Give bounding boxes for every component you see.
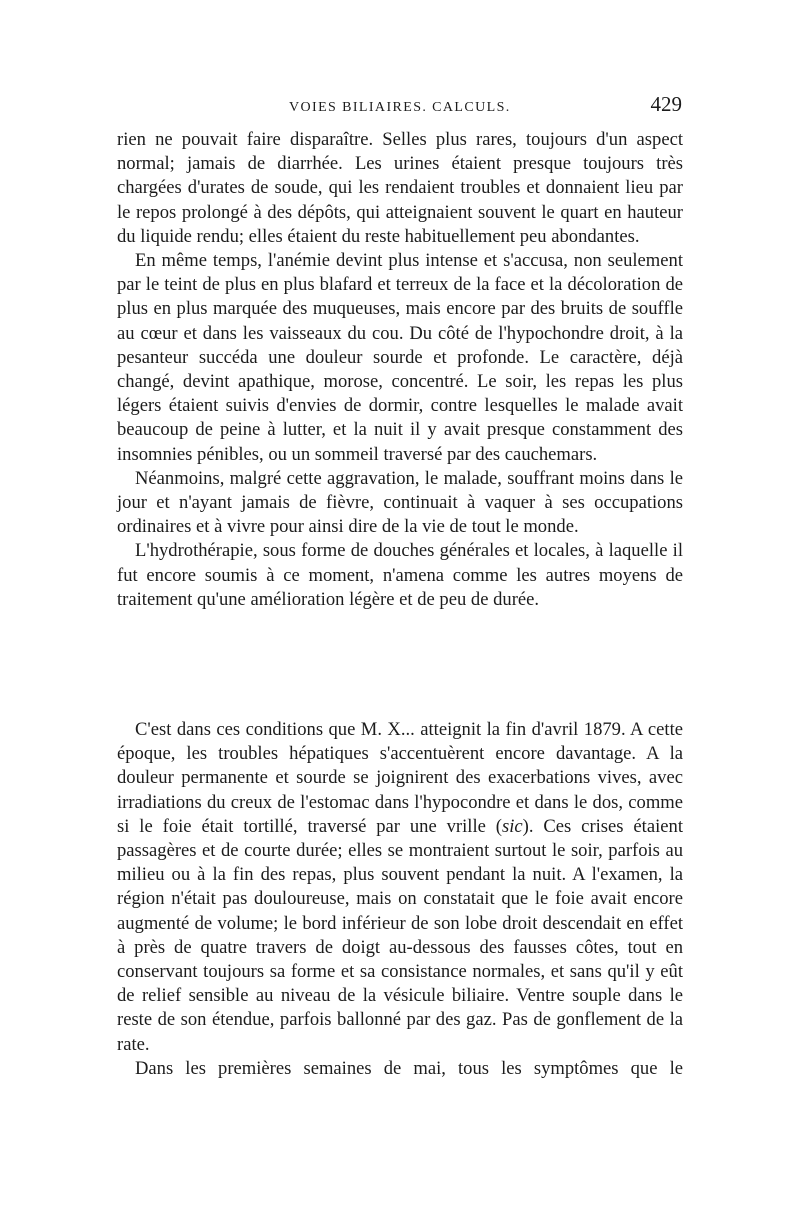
paragraph-april-1879: C'est dans ces conditions que M. X... atteignit la fin d'avril 1879. A cette époque, les troubles hépatiques s'accentuèrent encore davantage. A la douleur permanente et sourde se joignirent des exacerbations vives, avec irradiations du creux de l'estomac dans l'hypocondre et dans le dos, comme si le foie était tortillé, traversé par une vrille (sic). Ces crises étaient passagères et de courte durée; elles se montraient surtout le soir, parfois au milieu ou à la fin des repas, plus souvent pendant la nuit. A l'examen, la région n'était pas douloureuse, mais on constatait que le foie avait encore augmenté de volume; le bord inférieur de son lobe droit descendait en effet à près de quatre travers de doigt au-dessous des fausses côtes, tout en conservant toujours sa forme et sa consistance normales, et sans qu'il y eût de relief sensible au niveau de la vésicule biliaire. Ventre souple dans le reste de son étendue, parfois ballonné par des gaz. Pas de gonflement de la rate. — [117, 719, 683, 1055]
running-title: VOIES BILIAIRES. CALCULS. — [289, 100, 511, 115]
paragraph-may: Dans les premières semaines de mai, tous les symptômes que le — [135, 1057, 683, 1079]
paragraph-aggravation: Néanmoins, malgré cette aggravation, le malade, souffrant moins dans le jour et n'ayant jamais de fièvre, continuait à vaquer à ses occupations ordinaires et à vivre pour ainsi dire de la vie de tout le monde. — [117, 467, 683, 538]
text-block-upper — [117, 128, 683, 612]
paragraph-continued: rien ne pouvait faire disparaître. Selles plus rares, toujours d'un aspect normal; jamais de diarrhée. Les urines étaient presque toujours très chargées d'urates de soude, qui les rendaient troubles et donnaient lieu par le repos prolongé à des dépôts, qui atteignaient souvent le quart en hauteur du liquide rendu; elles étaient du reste habituellement peu abondantes. — [117, 129, 683, 247]
sic-emphasis: sic — [501, 815, 523, 837]
paragraph-anemia: En même temps, l'anémie devint plus intense et s'accusa, non seulement par le teint de plus en plus blafard et terreux de la face et la décoloration de plus en plus marquée des muqueuses, mais encore par des bruits de souffle au cœur et dans les vaisseaux du cou. Du côté de l'hypochondre droit, à la pesanteur succéda une douleur sourde et profonde. Le caractère, déjà changé, devint apathique, morose, concentré. Le soir, les repas les plus légers étaient suivis d'envies de dormir, contre lesquelles le malade avait beaucoup de peine à lutter, et la nuit il y avait presque constamment des insomnies pénibles, ou un sommeil traversé par des cauchemars. — [117, 250, 683, 465]
text-block-lower — [117, 718, 683, 1081]
paragraph-hydrotherapy: L'hydrothérapie, sous forme de douches générales et locales, à laquelle il fut encore soumis à ce moment, n'amena comme les autres moyens de traitement qu'une amélioration légère et de peu de durée. — [117, 540, 683, 610]
page-header — [117, 92, 682, 122]
page-number: 429 — [650, 92, 682, 116]
